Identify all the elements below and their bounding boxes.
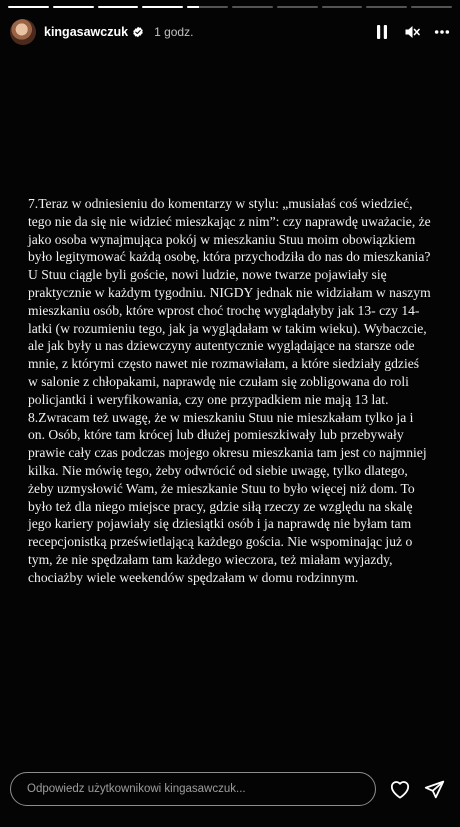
- pause-button[interactable]: [374, 24, 390, 40]
- mute-button[interactable]: [404, 24, 420, 40]
- progress-segment: [411, 6, 452, 8]
- like-button[interactable]: [389, 778, 411, 800]
- progress-segment-fill: [98, 6, 139, 8]
- reply-input[interactable]: [10, 772, 376, 806]
- progress-segment: [142, 6, 183, 8]
- progress-segment-fill: [187, 6, 199, 8]
- more-icon: [434, 24, 450, 40]
- more-options-button[interactable]: [434, 24, 450, 40]
- progress-segment: [366, 6, 407, 8]
- username[interactable]: kingasawczuk: [44, 25, 129, 39]
- story-header: [10, 17, 450, 47]
- send-button[interactable]: [423, 778, 445, 800]
- send-icon: [424, 779, 445, 800]
- progress-segment: [8, 6, 49, 8]
- progress-segment: [277, 6, 318, 8]
- progress-segment: [322, 6, 363, 8]
- mute-icon: [404, 24, 420, 40]
- heart-icon: [389, 779, 411, 799]
- story-footer: [10, 771, 450, 807]
- progress-segment-fill: [8, 6, 49, 8]
- story-text: 7.Teraz w odniesieniu do komentarzy w stylu: „musiałaś coś wiedzieć, tego nie da się nie widzieć mieszkając z nim”: czy naprawdę uważacie, że jako osoba wynajmująca pokój w mieszkaniu Stuu moim obowiązkiem było legitymować każdą osobę, która przychodziła do nas do mieszkania? U Stuu ciągle byli goście, nowi ludzie, nowe twarze pojawiały się praktycznie w każdym tygodniu. NIGDY jednak nie widziałam w naszym mieszkaniu osób, które wprost choć trochę wyglądałyby jak 13- czy 14-latki (w rozumieniu tego, jak ja wyglądałam w takim wieku). Wybaczcie, ale jak były u nas dziewczyny autentycznie wyglądające na starsze ode mnie, z którymi często nawet nie rozmawiałam, a które siedziały gdzieś w salonie z chłopakami, naprawdę nie czułam się zobligowana do roli policjantki i weryfikowania, czy one przypadkiem nie mają 13 lat. 8.Zwracam też uwagę, że w mieszkaniu Stuu nie mieszkałam tylko ja i on. Osób, które tam krócej lub dłużej pomieszkiwały lub przebywały prawie cały czas podczas mojego okresu mieszkania tam jest co najmniej kilka. Nie mówię tego, żeby odwrócić od siebie uwagę, tylko dlatego, żeby uzmysłowić Wam, że mieszkanie Stuu to było więcej niż dom. To było też dla niego miejsce pracy, gdzie siłą rzeczy ze względu na skalę jego kariery pojawiały się dziesiątki osób i ja naprawdę nie byłam tam recepcjonistką prześwietlającą każdego gościa. Nie wspominając już o tym, że nie spędzałam tam każdego wieczora, też miałam wyjazdy, chociażby wiele weekendów spędzałam w domu rodzinnym.: [28, 196, 431, 585]
- progress-segment: [53, 6, 94, 8]
- verified-badge-icon: [132, 26, 144, 38]
- pause-icon: [375, 24, 389, 40]
- progress-segment-fill: [142, 6, 183, 8]
- header-controls: [374, 24, 450, 40]
- story-progress-bar: [8, 6, 452, 8]
- progress-segment: [187, 6, 228, 8]
- progress-segment: [98, 6, 139, 8]
- avatar[interactable]: [10, 19, 36, 45]
- progress-segment: [232, 6, 273, 8]
- progress-segment-fill: [53, 6, 94, 8]
- post-time: 1 godz.: [154, 25, 194, 39]
